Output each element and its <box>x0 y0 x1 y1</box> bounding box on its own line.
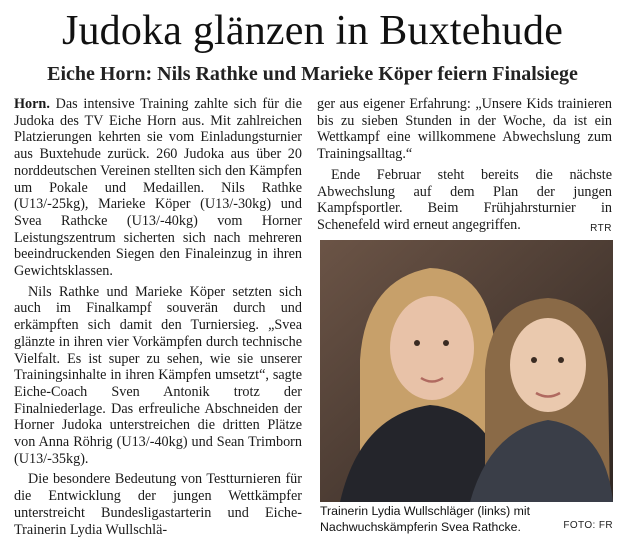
paragraph-3-continued: ger aus eigener Erfahrung: „Unsere Kids trainieren bis zu sieben Stunden in der Woche, da ist ein Wettkampf eine willkommene Abwechslung zum Trainingsalltag.“ <box>317 96 612 163</box>
photo-two-judoka <box>320 240 613 502</box>
author-initials: RTR <box>590 222 612 234</box>
photo-illustration <box>320 240 613 502</box>
headline: Judoka glänzen in Buxtehude <box>61 8 564 54</box>
photo-credit: FOTO: FR <box>563 520 613 531</box>
article-column-right <box>317 96 612 238</box>
article-column-left <box>14 96 302 538</box>
paragraph-4-text: Ende Februar steht bereits die nächste Abwechslung auf dem Plan der jungen Kampfsportler. Beim Frühjahrsturnier in Schenefeld wird erneut angegriffen. <box>317 166 612 233</box>
paragraph-1 <box>14 96 302 280</box>
paragraph-1-text: Das intensive Training zahlte sich für die Judoka des TV Eiche Horn aus. Mit zahlreichen Platzierungen kehrten sie vom Einladungsturnier aus Buxtehude zurück. 260 Judoka aus über 20 norddeutschen Vereinen stellten sich den Kämpfen um Pokale und Medaillen. Nils Rathke (U13/-25kg), Marieke Köper (U13/-30kg) und Svea Rathcke (U13/-40kg) vom Horner Leistungszentrum sicherten sich nach mehreren beeindruckenden Siegen den Finaleinzug in ihren Gewichtsklassen. <box>14 96 302 280</box>
subheadline: Eiche Horn: Nils Rathke und Marieke Köper feiern Finalsiege <box>47 63 578 85</box>
caption-text: Trainerin Lydia Wullschläger (links) mit Nachwuchskämpferin Svea Rathcke. <box>320 504 531 534</box>
paragraph-3: Die besondere Bedeutung von Testturnieren für die Entwicklung der jungen Wettkämpfer unterstreicht Bundesligastarterin und Eiche-Trainerin Lydia Wullschlä- <box>14 471 302 538</box>
dateline: Horn. <box>14 96 50 112</box>
paragraph-4 <box>317 167 612 234</box>
paragraph-2: Nils Rathke und Marieke Köper setzten sich auch im Finalkampf souverän durch und erkämpften sich damit den Turniersieg. „Svea glänzte in ihren vier Vorkämpfen durch technische Vielfalt. Es ist super zu sehen, wie sie unserer Trainingsinhalte in ihren Kämpfen umsetzt“, sagte Eiche-Coach Sven Antonik trotz der Finalniederlage. Das erfreuliche Abschneiden der Horner Judoka unterstreichen die dritten Plätze von Anna Röhrig (U13/-40kg) und Sean Trimborn (U13/-35kg). <box>14 283 302 467</box>
photo-caption <box>320 503 613 535</box>
